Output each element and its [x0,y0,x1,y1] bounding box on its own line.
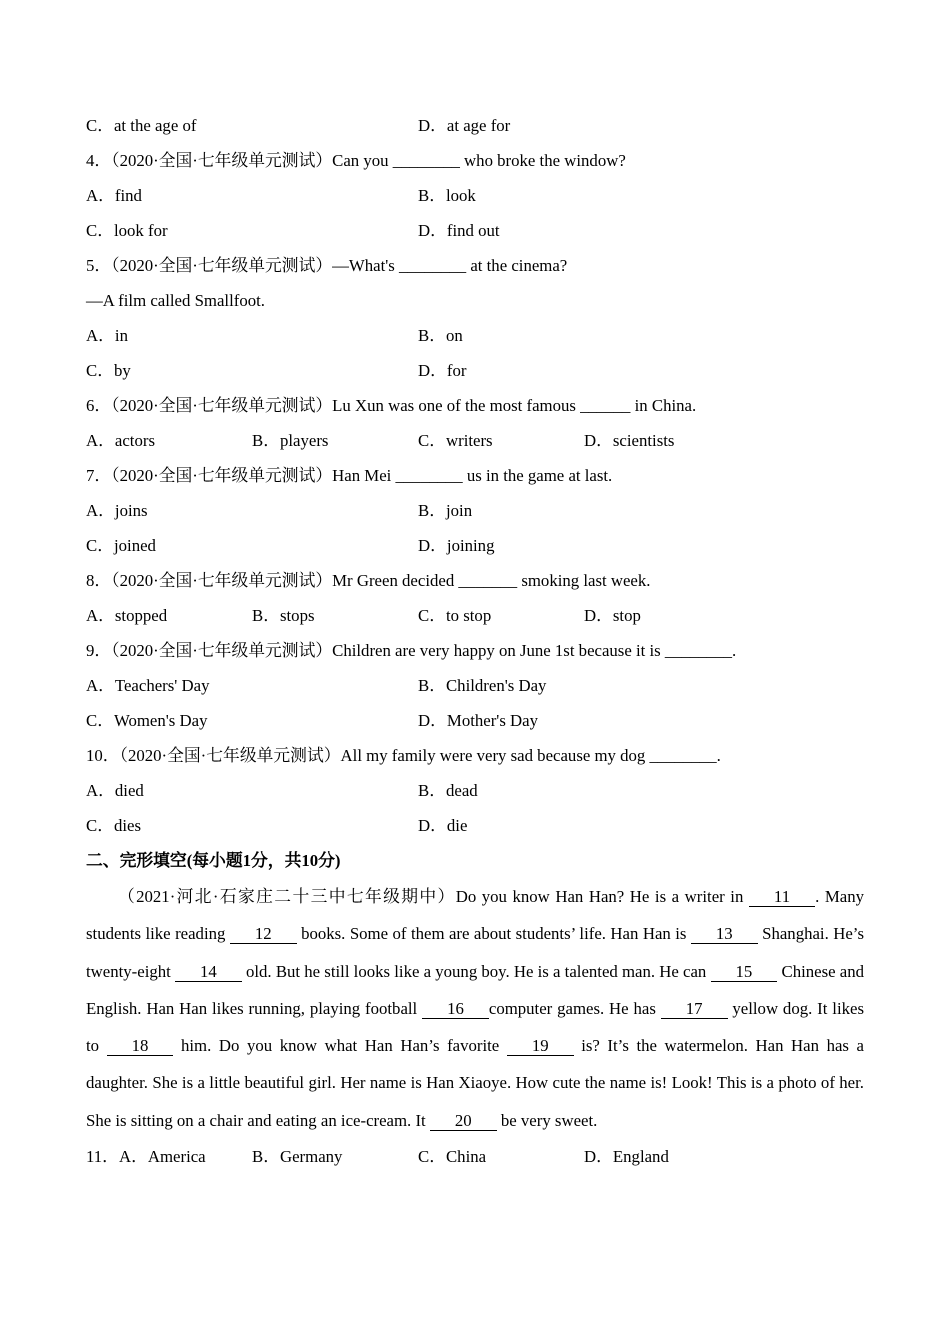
blank-18: 18 [107,1036,174,1056]
option-d [418,213,750,248]
question-10-options-row [86,773,864,808]
option-a [86,318,418,353]
option-text: Women's Day [113,711,208,730]
question-number: 7． [86,466,112,485]
blank-14: 14 [175,962,242,982]
option-label: D． [418,361,447,380]
passage-text: is? It’s the watermelon. Han Han has a daughter. She is a little beautiful girl. Her name is Han Xiaoye. How cute the name is! Look! This is a photo of her. She is sitting on a chair and eating an ice-cream. It [86,1036,864,1130]
option-label: A． [86,326,115,345]
option-text: stops [279,606,315,625]
question-text: —What's ________ at the cinema? [332,256,568,275]
question-number: 9． [86,641,112,660]
passage-text: books. Some of them are about students’ life. Han Han is [296,924,691,944]
passage-text: . Many students like reading [86,887,864,944]
option-text: at age for [446,116,511,135]
option-label: D． [418,711,447,730]
option-text: joining [446,536,495,555]
question-5-options-row [86,353,864,388]
question-source: （2020·全国·七年级单元测试） [111,571,333,590]
blank-13: 13 [691,924,758,944]
question-number: 8． [86,571,112,590]
option-text: players [279,431,329,450]
question-text: Lu Xun was one of the most famous ______ in China. [332,396,697,415]
option-label: B． [252,606,280,625]
option-label: C． [86,711,114,730]
option-text: actors [114,431,155,450]
passage-text: Chinese and English. Han Han likes running, playing football [86,961,864,1018]
option-label: A． [86,501,115,520]
option-b [252,598,418,633]
option-b [252,1139,418,1174]
passage-source: （2021·河北·石家庄二十三中七年级期中） [118,887,456,906]
question-5-reply [86,283,864,318]
question-9-options-row [86,703,864,738]
option-label: A． [86,781,115,800]
option-label: D． [418,221,447,240]
option-text: joins [114,501,148,520]
option-c [418,598,584,633]
option-a [86,178,418,213]
question-number: 11． [86,1147,119,1167]
option-text: stopped [114,606,168,625]
option-b [418,178,750,213]
option-label: A． [86,606,115,625]
question-source: （2020·全国·七年级单元测试） [111,396,333,415]
question-10-stem [86,738,864,773]
blank-16: 16 [422,999,489,1019]
option-text: Children's Day [445,676,547,695]
passage-text: old. But he still looks like a young boy. He is a talented man. He can [241,961,711,981]
option-a [86,598,252,633]
option-label: D． [418,116,447,135]
option-text: Mother's Day [446,711,539,730]
question-4-options-row [86,178,864,213]
option-b [418,773,750,808]
question-source: （2020·全国·七年级单元测试） [111,151,333,170]
question-9-options-row [86,668,864,703]
question-6-stem [86,388,864,423]
section-heading: 二、完形填空(每小题1分，共10分) [86,851,341,870]
passage-text: be very sweet. [496,1110,598,1130]
option-label: D． [584,606,613,625]
option-b [252,423,418,458]
option-label: C． [86,536,114,555]
question-source: （2020·全国·七年级单元测试） [111,256,333,275]
question-text: All my family were very sad because my dog ________. [340,746,721,765]
question-reply-text: —A film called Smallfoot. [86,291,265,310]
question-number: 10． [86,746,120,765]
question-text: Han Mei ________ us in the game at last. [332,466,613,485]
question-8-stem [86,563,864,598]
question-7-stem [86,458,864,493]
option-text: find [114,186,142,205]
option-d [418,528,750,563]
option-c [418,1139,584,1174]
option-label: C． [86,221,114,240]
option-b [418,668,750,703]
blank-12: 12 [230,924,297,944]
option-c [418,423,584,458]
option-label: C． [86,361,114,380]
option-text: at the age of [113,116,197,135]
question-10-options-row [86,808,864,843]
option-text: die [446,816,468,835]
blank-17: 17 [661,999,728,1019]
option-label: B． [418,781,446,800]
blank-15: 15 [711,962,778,982]
option-text: join [445,501,473,520]
option-text: Teachers' Day [114,676,210,695]
question-source: （2020·全国·七年级单元测试） [111,466,333,485]
option-label: D． [418,816,447,835]
option-text: to stop [445,606,492,625]
option-label: B． [418,501,446,520]
option-b [418,493,750,528]
option-label: A． [86,676,115,695]
option-d [584,1139,750,1174]
question-source: （2020·全国·七年级单元测试） [119,746,341,765]
option-text: look for [113,221,168,240]
option-c [86,108,418,143]
option-a [86,493,418,528]
option-text: joined [113,536,156,555]
option-a [86,773,418,808]
question-4-stem [86,143,864,178]
option-label: C． [86,116,114,135]
option-text: died [114,781,144,800]
option-text: look [445,186,476,205]
page-content [86,108,864,1174]
option-c [86,528,418,563]
option-text: on [445,326,463,345]
option-d [584,423,750,458]
option-b [418,318,750,353]
option-text: stop [612,606,641,625]
option-c [86,353,418,388]
option-label: B． [418,326,446,345]
option-label: D． [584,1147,613,1167]
option-text: for [446,361,467,380]
option-text: dead [445,781,478,800]
option-text: Germany [279,1147,343,1167]
question-11-options-row [86,1139,864,1174]
question-text: Can you ________ who broke the window? [332,151,626,170]
option-a [86,1139,252,1174]
question-text: Children are very happy on June 1st because it is ________. [332,641,737,660]
option-d [418,353,750,388]
question-7-options-row [86,528,864,563]
option-label: B． [418,186,446,205]
option-d [418,108,750,143]
blank-11: 11 [749,887,815,907]
option-text: find out [446,221,500,240]
option-label: B． [252,1147,280,1167]
passage-text: yellow dog. It likes to [86,998,864,1056]
option-label: A． [86,186,115,205]
option-a [86,668,418,703]
option-text: by [113,361,131,380]
question-9-stem [86,633,864,668]
option-text: England [612,1147,669,1167]
passage-text: him. Do you know what Han Han’s favorite [173,1036,507,1056]
question-number: 6． [86,396,112,415]
passage-text: Shanghai. He’s twenty-eight [86,924,865,981]
question-8-options-row [86,598,864,633]
blank-20: 20 [430,1111,497,1131]
option-text: scientists [612,431,675,450]
question-number: 5． [86,256,112,275]
question-3-options-row [86,108,864,143]
cloze-passage [86,878,864,1139]
option-label: C． [418,431,446,450]
option-d [418,808,750,843]
question-4-options-row [86,213,864,248]
option-c [86,213,418,248]
option-d [418,703,750,738]
option-text: writers [445,431,493,450]
option-label: B． [252,431,280,450]
option-c [86,703,418,738]
question-6-options-row [86,423,864,458]
option-label: C． [86,816,114,835]
question-5-options-row [86,318,864,353]
option-c [86,808,418,843]
question-7-options-row [86,493,864,528]
option-label: A． [86,431,115,450]
option-label: B． [418,676,446,695]
blank-19: 19 [507,1036,574,1056]
option-label: C． [418,1147,446,1167]
option-text: dies [113,816,142,835]
passage-text: Do you know Han Han? He is a writer in [455,887,749,906]
option-text: China [445,1147,487,1167]
question-text: Mr Green decided _______ smoking last week. [332,571,651,590]
option-a [86,423,252,458]
option-label: D． [418,536,447,555]
option-label: D． [584,431,613,450]
question-number: 4． [86,151,112,170]
question-source: （2020·全国·七年级单元测试） [111,641,333,660]
option-text: in [114,326,128,345]
option-label: A． [118,1147,148,1167]
passage-text: computer games. He has [488,998,661,1018]
option-label: C． [418,606,446,625]
question-5-stem [86,248,864,283]
option-d [584,598,750,633]
option-text: America [147,1147,206,1167]
